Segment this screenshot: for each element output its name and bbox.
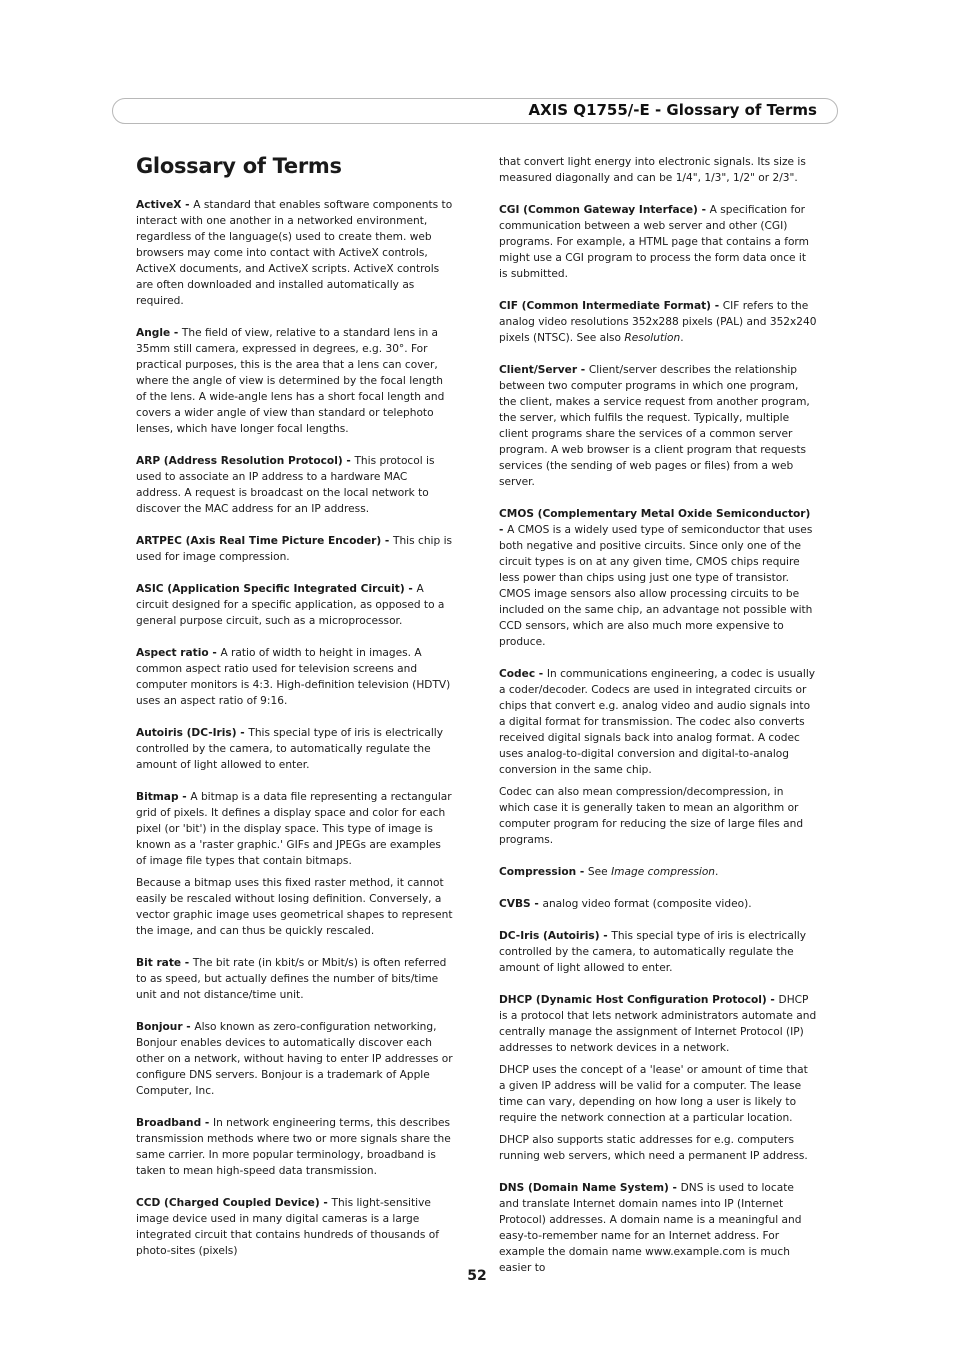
glossary-entry-dns	[499, 1180, 817, 1276]
entry-term: ARP (Address Resolution Protocol) -	[136, 455, 355, 467]
entry-text: The bit rate (in kbit/s or Mbit/s) is often referred to as speed, but actually defines the number of bits/time unit and not distance/time unit.	[136, 957, 447, 1001]
entry-term: Bit rate -	[136, 957, 193, 969]
entry-text: A CMOS is a widely used type of semiconductor that uses both negative and positive circuits. Since only one of the circuit types is on at any given time, CMOS chips require less power than chips using just one type of transistor. CMOS image sensors also allow processing circuits to be included on the same chip, an advantage not possible with CCD sensors, which are also much more expensive to produce.	[499, 524, 813, 648]
cross-reference: Resolution	[624, 332, 681, 344]
entry-text: A specification for communication between a web server and other (CGI) programs. For example, a HTML page that contains a form might use a CGI program to process the form data once it is submitted.	[499, 204, 809, 280]
glossary-entry-arp	[136, 453, 454, 517]
glossary-entry-angle	[136, 325, 454, 437]
glossary-entry-ccd	[136, 1195, 454, 1259]
entry-text: A ratio of width to height in images. A common aspect ratio used for television screens and computer monitors is 4:3. High-definition television (HDTV) uses an aspect ratio of 9:16.	[136, 647, 451, 707]
entry-term: ARTPEC (Axis Real Time Picture Encoder) -	[136, 535, 393, 547]
glossary-entry-bitmap	[136, 789, 454, 939]
entry-term: Angle -	[136, 327, 182, 339]
entry-text-end: .	[715, 866, 719, 878]
entry-text: Client/server describes the relationship between two computer programs in which one program, the client, makes a service request from another program, the server, which fulfils the request. Typically, multiple client programs share the services of a common server program. A web browser is a client program that requests services (the sending of web pages or files) from a web server.	[499, 364, 810, 488]
glossary-entry-asic	[136, 581, 454, 629]
page-title: Glossary of Terms	[136, 154, 342, 178]
glossary-entry-autoiris	[136, 725, 454, 773]
glossary-entry-cvbs	[499, 896, 817, 912]
entry-text-continued: Codec can also mean compression/decompression, in which case it is generally taken to mean an algorithm or computer program for reducing the size of large files and programs.	[499, 786, 804, 846]
page-number: 52	[467, 1268, 487, 1284]
entry-term: Broadband -	[136, 1117, 213, 1129]
glossary-entry-activex	[136, 197, 454, 309]
entry-text: DHCP is a protocol that lets network administrators automate and centrally manage the assignment of Internet Protocol (IP) addresses to network devices in a network.	[499, 994, 817, 1054]
entry-term: Bitmap -	[136, 791, 191, 803]
glossary-entry-broadband	[136, 1115, 454, 1179]
entry-term: ASIC (Application Specific Integrated Circuit) -	[136, 583, 417, 595]
entry-term: CIF (Common Intermediate Format) -	[499, 300, 723, 312]
entry-term: DHCP (Dynamic Host Configuration Protocol) -	[499, 994, 779, 1006]
entry-term: Autoiris (DC-Iris) -	[136, 727, 249, 739]
glossary-entry-artpec	[136, 533, 454, 565]
entry-term: CGI (Common Gateway Interface) -	[499, 204, 710, 216]
entry-text: The field of view, relative to a standard lens in a 35mm still camera, expressed in degrees, e.g. 30°. For practical purposes, this is the area that a lens can cover, where the angle of view is determined by the focal length of the lens. A wide-angle lens has a short focal length and covers a wider angle of view than standard or telephoto lenses, which have longer focal lengths.	[136, 327, 445, 435]
entry-text-end: .	[680, 332, 684, 344]
entry-text: See	[587, 866, 612, 878]
glossary-entry-codec	[499, 666, 817, 848]
entry-text: that convert light energy into electronic signals. Its size is measured diagonally and can be 1/4", 1/3", 1/2" or 2/3".	[499, 156, 806, 184]
entry-term: Bonjour -	[136, 1021, 195, 1033]
header-bar	[112, 98, 838, 124]
entry-text: DNS is used to locate and translate Internet domain names into IP (Internet Protocol) addresses. A domain name is a meaningful and easy-to-remember name for an Internet address. For example the domain name www.example.com is much easier to	[499, 1182, 802, 1274]
glossary-entry-aspect-ratio	[136, 645, 454, 709]
entry-text: This light-sensitive image device used in many digital cameras is a large integrated circuit that contains hundreds of thousands of photo-sites (pixels)	[136, 1197, 439, 1257]
entry-term: Client/Server -	[499, 364, 589, 376]
glossary-entry-ccd-continued	[499, 154, 817, 186]
glossary-entry-dhcp	[499, 992, 817, 1164]
entry-term: Aspect ratio -	[136, 647, 221, 659]
cross-reference: Image compression	[611, 866, 716, 878]
entry-text: This special type of iris is electrically controlled by the camera, to automatically regulate the amount of light allowed to enter.	[136, 727, 443, 771]
entry-text: In network engineering terms, this describes transmission methods where two or more signals share the same carrier. In more popular terminology, broadband is taken to mean high-speed data transmission.	[136, 1117, 451, 1177]
entry-term: DC-Iris (Autoiris) -	[499, 930, 612, 942]
glossary-entry-cif	[499, 298, 817, 346]
entry-term: Compression -	[499, 866, 588, 878]
left-column	[136, 152, 454, 1275]
entry-term: CMOS (Complementary Metal Oxide Semiconductor) -	[499, 508, 811, 536]
glossary-entry-cmos	[499, 506, 817, 650]
entry-text-continued: DHCP also supports static addresses for e.g. computers running web servers, which need a permanent IP address.	[499, 1134, 808, 1162]
glossary-entry-compression	[499, 864, 817, 880]
entry-text: Also known as zero-configuration networking, Bonjour enables devices to automatically discover each other on a network, without having to enter IP addresses or configure DNS servers. Bonjour is a trademark of Apple Computer, Inc.	[136, 1021, 453, 1097]
right-column	[499, 154, 817, 1292]
glossary-entry-client-server	[499, 362, 817, 490]
entry-term: ActiveX -	[136, 199, 194, 211]
header-title: AXIS Q1755/-E - Glossary of Terms	[528, 101, 817, 119]
glossary-entry-dc-iris	[499, 928, 817, 976]
entry-term: Codec -	[499, 668, 547, 680]
entry-text: This special type of iris is electrically controlled by the camera, to automatically regulate the amount of light allowed to enter.	[499, 930, 806, 974]
entry-text-continued: DHCP uses the concept of a 'lease' or amount of time that a given IP address will be valid for a computer. The lease time can vary, depending on how long a user is likely to require the network connection at a particular location.	[499, 1064, 808, 1124]
entry-text: This protocol is used to associate an IP address to a hardware MAC address. A request is broadcast on the local network to discover the MAC address for an IP address.	[136, 455, 435, 515]
entry-text: This chip is used for image compression.	[136, 535, 453, 563]
entry-text: A circuit designed for a specific application, as opposed to a general purpose circuit, such as a microprocessor.	[136, 583, 445, 627]
entry-term: CVBS -	[499, 898, 543, 910]
glossary-entry-bonjour	[136, 1019, 454, 1099]
entry-text: CIF refers to the analog video resolutions 352x288 pixels (PAL) and 352x240 pixels (NTSC). See also	[499, 300, 817, 344]
entry-term: CCD (Charged Coupled Device) -	[136, 1197, 332, 1209]
entry-text: A bitmap is a data file representing a rectangular grid of pixels. It defines a display space and color for each pixel (or 'bit') in the display space. This type of image is known as a 'raster graphic.' GIFs and JPEGs are examples of image file types that contain bitmaps.	[136, 791, 452, 867]
entry-text: In communications engineering, a codec is usually a coder/decoder. Codecs are used in integrated circuits or chips that convert e.g. analog video and audio signals into a digital format for transmission. The codec also converts received digital signals back into analog format. A codec uses analog-to-digital conversion and digital-to-analog conversion in the same chip.	[499, 668, 816, 776]
entry-term: DNS (Domain Name System) -	[499, 1182, 681, 1194]
entry-text: A standard that enables software components to interact with one another in a networked environment, regardless of the language(s) used to create them. web browsers may come into contact with ActiveX controls, ActiveX documents, and ActiveX scripts. ActiveX controls are often downloaded and installed automatically as required.	[136, 199, 453, 307]
entry-text: analog video format (composite video).	[542, 898, 752, 910]
glossary-entry-bit-rate	[136, 955, 454, 1003]
glossary-entry-cgi	[499, 202, 817, 282]
entry-text-continued: Because a bitmap uses this fixed raster method, it cannot easily be rescaled without losing definition. Conversely, a vector graphic image uses geometrical shapes to represent the image, and can thus be quickly rescaled.	[136, 877, 453, 937]
